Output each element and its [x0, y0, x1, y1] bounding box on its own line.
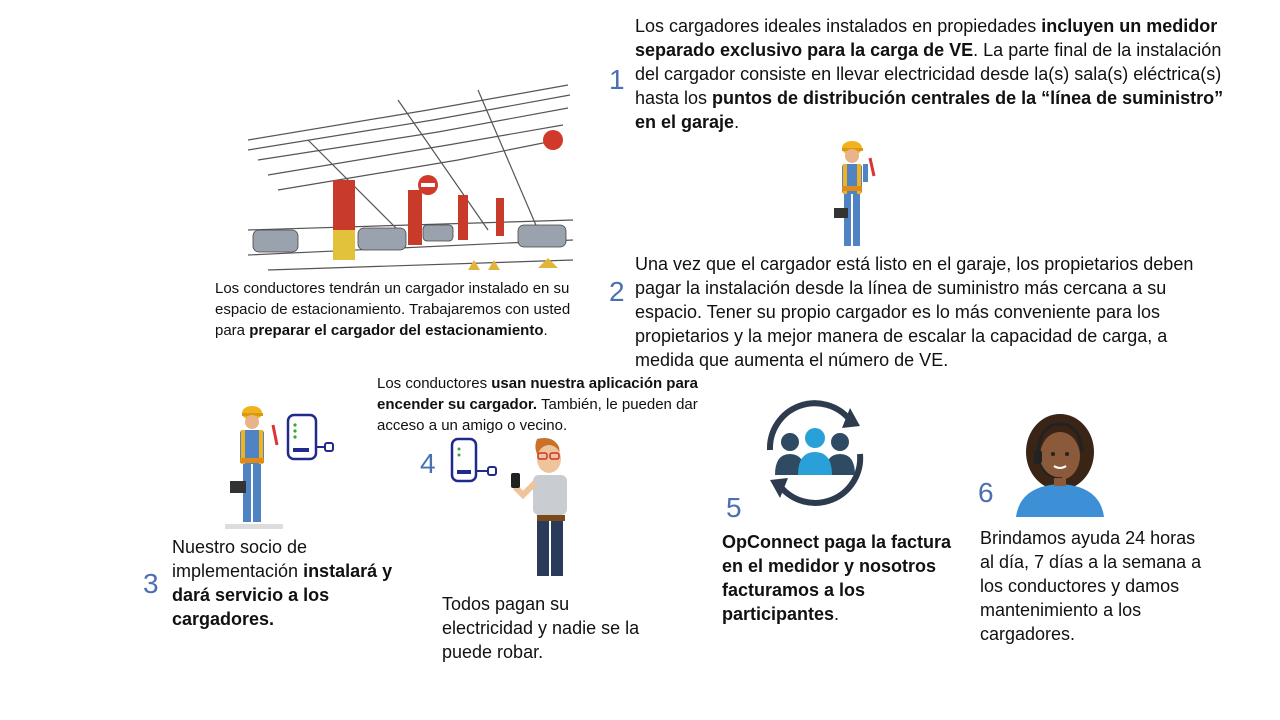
step-3-text [172, 535, 412, 631]
step-3-text-part: Nuestro socio de implementación [172, 537, 308, 581]
billing-cycle-icon [750, 390, 880, 515]
garage-caption [215, 278, 585, 341]
step-5-text-part: . [834, 604, 840, 624]
charger-icon [450, 437, 505, 485]
step-2-number: 2 [609, 276, 625, 307]
worker-with-charger-icon [225, 403, 345, 530]
worker-icon [830, 138, 882, 250]
garage-illustration [248, 80, 573, 275]
man-with-phone-icon [505, 435, 580, 580]
support-agent-icon [1010, 412, 1110, 517]
step-1-text-bold: incluyen un medidor separado exclusivo para la carga de VE [635, 16, 1218, 60]
step-1-number: 1 [609, 64, 625, 95]
step-3-number: 3 [143, 568, 159, 599]
step-1-text [635, 14, 1225, 134]
step-1-text-part: Los cargadores ideales instalados en propiedades [635, 16, 1042, 36]
step-6-text: Brindamos ayuda 24 horas al día, 7 días a la semana a los conductores y damos mantenimiento a los cargadores. [980, 528, 1202, 644]
step-4-number: 4 [420, 448, 436, 479]
step-4-footnote: Todos pagan su electricidad y nadie se la puede robar. [442, 594, 640, 662]
step-1-text-bold: puntos de distribución centrales de la “línea de suministro” en el garaje [635, 88, 1224, 132]
garage-caption-bold: preparar el cargador del estacionamiento [249, 322, 544, 339]
step-5-number: 5 [726, 492, 742, 523]
step-5-text [722, 530, 962, 626]
step-4-text-part: También, le pueden dar acceso a un amigo o vecino. [377, 396, 698, 434]
step-1-text-part: . La parte final de la instalación del cargador consiste en llevar electricidad desde la(s) sala(s) eléctrica(s) hasta los [635, 40, 1222, 108]
step-6-number: 6 [978, 477, 994, 508]
step-3-text-bold: instalará y dará servicio a los cargadores. [172, 561, 393, 629]
step-4-text-bold: usan nuestra aplicación para encender su cargador. [377, 375, 698, 413]
step-5-text-bold: OpConnect paga la factura en el medidor y nosotros facturamos a los participantes [722, 532, 952, 624]
step-4-text-part: Los conductores [377, 375, 492, 392]
step-4-text [377, 373, 727, 436]
garage-caption-part: . [543, 322, 548, 339]
garage-caption-part: Los conductores tendrán un cargador instalado en su espacio de estacionamiento. Trabajaremos con usted para [215, 280, 571, 339]
step-2-text: Una vez que el cargador está listo en el garaje, los propietarios deben pagar la instalación desde la línea de suministro más cercana a su espacio. Tener su propio cargador es lo más conveniente para los propietarios y la mejor manera de escalar la capacidad de carga, a medida que aumenta el número de VE. [635, 254, 1194, 370]
step-1-text-part: . [734, 112, 740, 132]
